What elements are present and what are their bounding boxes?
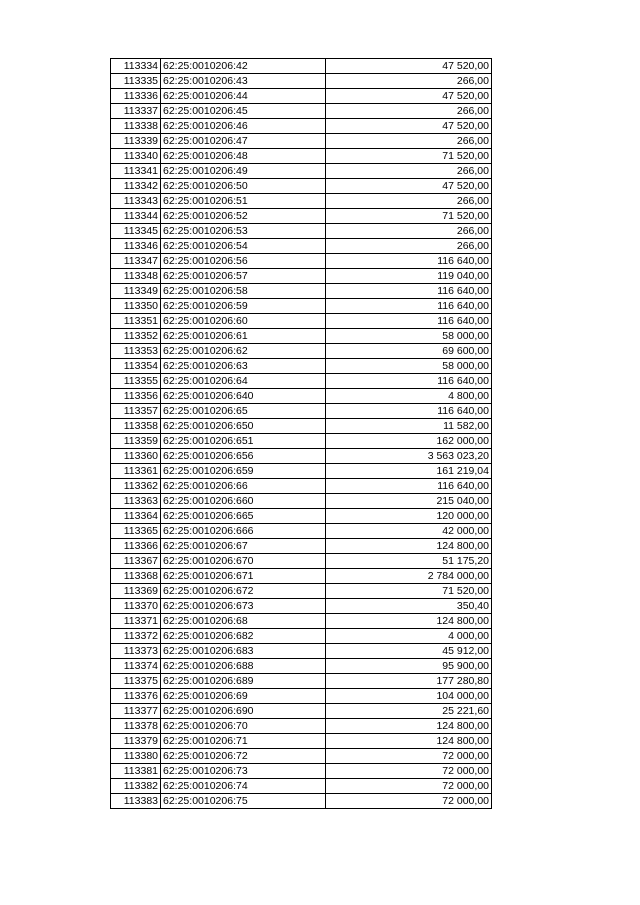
table-row	[111, 314, 492, 329]
row-number-cell: 113372	[111, 629, 161, 644]
table-row	[111, 479, 492, 494]
cadastral-number-cell: 62:25:0010206:59	[161, 299, 326, 314]
table-row	[111, 209, 492, 224]
cadastral-value-cell: 266,00	[326, 164, 492, 179]
cadastral-number-cell: 62:25:0010206:54	[161, 239, 326, 254]
table-row	[111, 599, 492, 614]
table-row	[111, 194, 492, 209]
cadastral-value-cell: 4 000,00	[326, 629, 492, 644]
cadastral-value-cell: 215 040,00	[326, 494, 492, 509]
cadastral-value-cell: 95 900,00	[326, 659, 492, 674]
table-row	[111, 344, 492, 359]
table-row	[111, 329, 492, 344]
cadastral-number-cell: 62:25:0010206:64	[161, 374, 326, 389]
cadastral-value-cell: 120 000,00	[326, 509, 492, 524]
cadastral-number-cell: 62:25:0010206:656	[161, 449, 326, 464]
cadastral-number-cell: 62:25:0010206:46	[161, 119, 326, 134]
cadastral-value-cell: 47 520,00	[326, 119, 492, 134]
table-row	[111, 779, 492, 794]
cadastral-number-cell: 62:25:0010206:56	[161, 254, 326, 269]
row-number-cell: 113377	[111, 704, 161, 719]
table-row	[111, 104, 492, 119]
table-row	[111, 449, 492, 464]
cadastral-number-cell: 62:25:0010206:53	[161, 224, 326, 239]
table-row	[111, 464, 492, 479]
cadastral-value-cell: 71 520,00	[326, 209, 492, 224]
table-row	[111, 719, 492, 734]
row-number-cell: 113348	[111, 269, 161, 284]
cadastral-value-cell: 72 000,00	[326, 779, 492, 794]
cadastral-number-cell: 62:25:0010206:651	[161, 434, 326, 449]
table-row	[111, 569, 492, 584]
row-number-cell: 113362	[111, 479, 161, 494]
row-number-cell: 113341	[111, 164, 161, 179]
cadastral-number-cell: 62:25:0010206:74	[161, 779, 326, 794]
cadastral-number-cell: 62:25:0010206:58	[161, 284, 326, 299]
table-row	[111, 74, 492, 89]
row-number-cell: 113373	[111, 644, 161, 659]
row-number-cell: 113369	[111, 584, 161, 599]
cadastral-value-cell: 51 175,20	[326, 554, 492, 569]
table-row	[111, 239, 492, 254]
table-row	[111, 254, 492, 269]
table-row	[111, 644, 492, 659]
row-number-cell: 113382	[111, 779, 161, 794]
row-number-cell: 113374	[111, 659, 161, 674]
table-row	[111, 269, 492, 284]
row-number-cell: 113375	[111, 674, 161, 689]
cadastral-value-cell: 119 040,00	[326, 269, 492, 284]
table-row	[111, 554, 492, 569]
row-number-cell: 113366	[111, 539, 161, 554]
table-row	[111, 224, 492, 239]
row-number-cell: 113363	[111, 494, 161, 509]
cadastral-value-cell: 116 640,00	[326, 254, 492, 269]
table-row	[111, 284, 492, 299]
cadastral-number-cell: 62:25:0010206:68	[161, 614, 326, 629]
row-number-cell: 113347	[111, 254, 161, 269]
table-row	[111, 149, 492, 164]
table-row	[111, 494, 492, 509]
cadastral-number-cell: 62:25:0010206:60	[161, 314, 326, 329]
row-number-cell: 113339	[111, 134, 161, 149]
row-number-cell: 113346	[111, 239, 161, 254]
cadastral-value-cell: 266,00	[326, 194, 492, 209]
cadastral-number-cell: 62:25:0010206:45	[161, 104, 326, 119]
table-row	[111, 299, 492, 314]
cadastral-number-cell: 62:25:0010206:63	[161, 359, 326, 374]
row-number-cell: 113343	[111, 194, 161, 209]
table-row	[111, 134, 492, 149]
cadastral-value-cell: 25 221,60	[326, 704, 492, 719]
table-row	[111, 374, 492, 389]
cadastral-number-cell: 62:25:0010206:43	[161, 74, 326, 89]
cadastral-value-cell: 69 600,00	[326, 344, 492, 359]
table-row	[111, 89, 492, 104]
cadastral-number-cell: 62:25:0010206:689	[161, 674, 326, 689]
table-row	[111, 404, 492, 419]
cadastral-value-cell: 47 520,00	[326, 179, 492, 194]
row-number-cell: 113368	[111, 569, 161, 584]
cadastral-number-cell: 62:25:0010206:52	[161, 209, 326, 224]
row-number-cell: 113371	[111, 614, 161, 629]
cadastral-number-cell: 62:25:0010206:75	[161, 794, 326, 809]
table-row	[111, 389, 492, 404]
cadastral-value-cell: 47 520,00	[326, 89, 492, 104]
cadastral-value-cell: 124 800,00	[326, 734, 492, 749]
cadastral-value-cell: 350,40	[326, 599, 492, 614]
row-number-cell: 113340	[111, 149, 161, 164]
cadastral-value-cell: 116 640,00	[326, 284, 492, 299]
row-number-cell: 113365	[111, 524, 161, 539]
table-row	[111, 119, 492, 134]
cadastral-value-cell: 162 000,00	[326, 434, 492, 449]
table-row	[111, 659, 492, 674]
row-number-cell: 113379	[111, 734, 161, 749]
row-number-cell: 113356	[111, 389, 161, 404]
row-number-cell: 113355	[111, 374, 161, 389]
row-number-cell: 113358	[111, 419, 161, 434]
cadastral-value-cell: 72 000,00	[326, 749, 492, 764]
table-row	[111, 539, 492, 554]
cadastral-number-cell: 62:25:0010206:671	[161, 569, 326, 584]
cadastral-value-cell: 47 520,00	[326, 59, 492, 74]
row-number-cell: 113380	[111, 749, 161, 764]
cadastral-number-cell: 62:25:0010206:659	[161, 464, 326, 479]
row-number-cell: 113376	[111, 689, 161, 704]
cadastral-value-cell: 177 280,80	[326, 674, 492, 689]
cadastral-value-cell: 2 784 000,00	[326, 569, 492, 584]
row-number-cell: 113336	[111, 89, 161, 104]
cadastral-value-cell: 72 000,00	[326, 794, 492, 809]
cadastral-number-cell: 62:25:0010206:650	[161, 419, 326, 434]
cadastral-number-cell: 62:25:0010206:57	[161, 269, 326, 284]
cadastral-number-cell: 62:25:0010206:44	[161, 89, 326, 104]
row-number-cell: 113359	[111, 434, 161, 449]
cadastral-value-cell: 11 582,00	[326, 419, 492, 434]
table-row	[111, 704, 492, 719]
table-row	[111, 584, 492, 599]
cadastral-number-cell: 62:25:0010206:688	[161, 659, 326, 674]
cadastral-number-cell: 62:25:0010206:72	[161, 749, 326, 764]
cadastral-value-cell: 124 800,00	[326, 719, 492, 734]
cadastral-number-cell: 62:25:0010206:673	[161, 599, 326, 614]
cadastral-number-cell: 62:25:0010206:690	[161, 704, 326, 719]
cadastral-number-cell: 62:25:0010206:51	[161, 194, 326, 209]
table-row	[111, 734, 492, 749]
table-row	[111, 59, 492, 74]
cadastral-number-cell: 62:25:0010206:47	[161, 134, 326, 149]
cadastral-value-cell: 124 800,00	[326, 539, 492, 554]
row-number-cell: 113350	[111, 299, 161, 314]
table-row	[111, 764, 492, 779]
table-body	[111, 59, 492, 809]
table-row	[111, 419, 492, 434]
table-row	[111, 629, 492, 644]
table-row	[111, 689, 492, 704]
cadastral-value-cell: 116 640,00	[326, 314, 492, 329]
row-number-cell: 113381	[111, 764, 161, 779]
cadastral-number-cell: 62:25:0010206:670	[161, 554, 326, 569]
row-number-cell: 113345	[111, 224, 161, 239]
cadastral-number-cell: 62:25:0010206:71	[161, 734, 326, 749]
row-number-cell: 113364	[111, 509, 161, 524]
cadastral-number-cell: 62:25:0010206:672	[161, 584, 326, 599]
cadastral-number-cell: 62:25:0010206:62	[161, 344, 326, 359]
cadastral-value-cell: 266,00	[326, 74, 492, 89]
row-number-cell: 113378	[111, 719, 161, 734]
cadastral-number-cell: 62:25:0010206:682	[161, 629, 326, 644]
cadastral-value-cell: 116 640,00	[326, 479, 492, 494]
row-number-cell: 113361	[111, 464, 161, 479]
row-number-cell: 113353	[111, 344, 161, 359]
row-number-cell: 113349	[111, 284, 161, 299]
cadastral-value-table	[110, 58, 492, 809]
table-row	[111, 434, 492, 449]
table-row	[111, 674, 492, 689]
table-row	[111, 614, 492, 629]
cadastral-number-cell: 62:25:0010206:665	[161, 509, 326, 524]
cadastral-value-cell: 116 640,00	[326, 299, 492, 314]
cadastral-value-cell: 116 640,00	[326, 404, 492, 419]
cadastral-value-cell: 266,00	[326, 104, 492, 119]
row-number-cell: 113344	[111, 209, 161, 224]
table-row	[111, 359, 492, 374]
cadastral-value-cell: 58 000,00	[326, 329, 492, 344]
row-number-cell: 113337	[111, 104, 161, 119]
cadastral-value-cell: 124 800,00	[326, 614, 492, 629]
cadastral-value-cell: 161 219,04	[326, 464, 492, 479]
cadastral-value-cell: 104 000,00	[326, 689, 492, 704]
table-row	[111, 509, 492, 524]
cadastral-number-cell: 62:25:0010206:640	[161, 389, 326, 404]
cadastral-value-cell: 266,00	[326, 134, 492, 149]
cadastral-number-cell: 62:25:0010206:61	[161, 329, 326, 344]
table-row	[111, 749, 492, 764]
cadastral-number-cell: 62:25:0010206:42	[161, 59, 326, 74]
cadastral-value-cell: 42 000,00	[326, 524, 492, 539]
row-number-cell: 113360	[111, 449, 161, 464]
cadastral-number-cell: 62:25:0010206:69	[161, 689, 326, 704]
row-number-cell: 113352	[111, 329, 161, 344]
row-number-cell: 113335	[111, 74, 161, 89]
row-number-cell: 113354	[111, 359, 161, 374]
cadastral-number-cell: 62:25:0010206:660	[161, 494, 326, 509]
row-number-cell: 113334	[111, 59, 161, 74]
row-number-cell: 113351	[111, 314, 161, 329]
cadastral-number-cell: 62:25:0010206:65	[161, 404, 326, 419]
table-row	[111, 524, 492, 539]
cadastral-number-cell: 62:25:0010206:66	[161, 479, 326, 494]
row-number-cell: 113338	[111, 119, 161, 134]
table-row	[111, 179, 492, 194]
cadastral-value-cell: 72 000,00	[326, 764, 492, 779]
cadastral-value-cell: 266,00	[326, 239, 492, 254]
cadastral-value-cell: 3 563 023,20	[326, 449, 492, 464]
table-row	[111, 164, 492, 179]
row-number-cell: 113367	[111, 554, 161, 569]
row-number-cell: 113357	[111, 404, 161, 419]
cadastral-value-cell: 71 520,00	[326, 149, 492, 164]
cadastral-number-cell: 62:25:0010206:70	[161, 719, 326, 734]
row-number-cell: 113342	[111, 179, 161, 194]
cadastral-number-cell: 62:25:0010206:666	[161, 524, 326, 539]
row-number-cell: 113383	[111, 794, 161, 809]
cadastral-number-cell: 62:25:0010206:48	[161, 149, 326, 164]
cadastral-value-cell: 45 912,00	[326, 644, 492, 659]
cadastral-number-cell: 62:25:0010206:73	[161, 764, 326, 779]
cadastral-number-cell: 62:25:0010206:50	[161, 179, 326, 194]
table-row	[111, 794, 492, 809]
cadastral-number-cell: 62:25:0010206:67	[161, 539, 326, 554]
cadastral-value-cell: 58 000,00	[326, 359, 492, 374]
cadastral-number-cell: 62:25:0010206:49	[161, 164, 326, 179]
cadastral-value-cell: 116 640,00	[326, 374, 492, 389]
cadastral-value-cell: 266,00	[326, 224, 492, 239]
row-number-cell: 113370	[111, 599, 161, 614]
cadastral-value-cell: 4 800,00	[326, 389, 492, 404]
cadastral-number-cell: 62:25:0010206:683	[161, 644, 326, 659]
cadastral-value-cell: 71 520,00	[326, 584, 492, 599]
